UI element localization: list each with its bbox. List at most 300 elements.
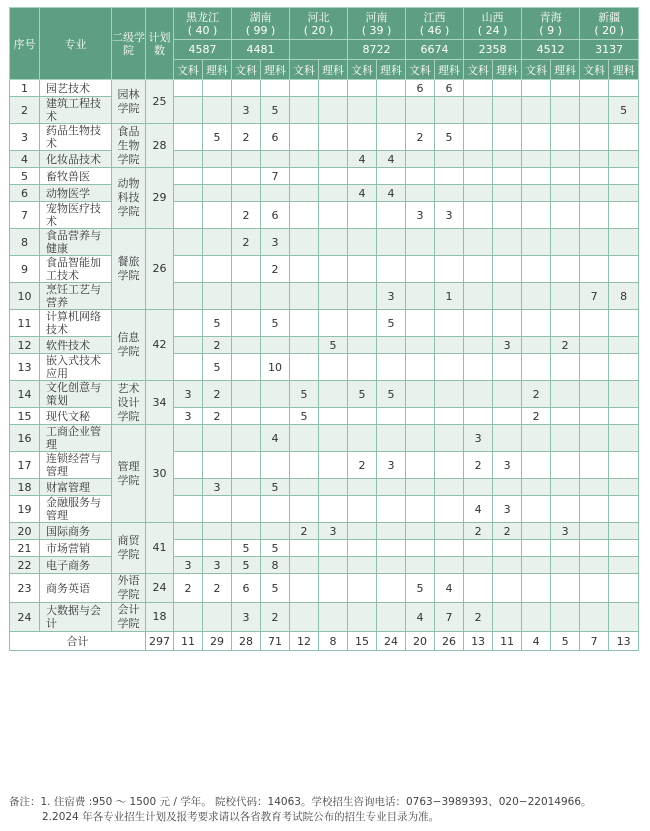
quota-cell	[232, 80, 261, 97]
quota-cell	[406, 151, 435, 168]
quota-cell	[174, 151, 203, 168]
quota-cell	[551, 310, 580, 337]
college-header: 二级学院	[112, 8, 146, 80]
quota-cell	[174, 425, 203, 452]
quota-cell	[174, 603, 203, 632]
quota-cell	[203, 229, 232, 256]
quota-cell	[464, 337, 493, 354]
quota-cell	[551, 452, 580, 479]
quota-cell: 7	[435, 603, 464, 632]
row-seq: 24	[10, 603, 40, 632]
quota-cell	[435, 425, 464, 452]
quota-cell	[203, 452, 232, 479]
table-row	[10, 354, 639, 381]
row-seq: 18	[10, 479, 40, 496]
college-cell: 信息学院	[112, 310, 146, 381]
quota-cell	[609, 381, 639, 408]
quota-cell	[551, 229, 580, 256]
quota-cell	[348, 540, 377, 557]
quota-cell	[290, 185, 319, 202]
table-row	[10, 124, 639, 151]
row-seq: 9	[10, 256, 40, 283]
quota-cell	[406, 354, 435, 381]
quota-cell	[609, 425, 639, 452]
quota-cell	[435, 256, 464, 283]
quota-cell: 2	[522, 408, 551, 425]
quota-cell	[609, 452, 639, 479]
science-subheader: 理科	[551, 60, 580, 80]
quota-cell	[464, 151, 493, 168]
quota-cell	[203, 523, 232, 540]
table-row	[10, 337, 639, 354]
quota-cell	[290, 168, 319, 185]
quota-cell	[609, 229, 639, 256]
quota-cell	[377, 256, 406, 283]
quota-cell	[319, 80, 348, 97]
quota-cell	[522, 496, 551, 523]
plan-cell: 30	[146, 425, 174, 523]
quota-cell: 4	[377, 151, 406, 168]
quota-cell	[319, 540, 348, 557]
quota-cell: 4	[377, 185, 406, 202]
quota-cell: 4	[406, 603, 435, 632]
row-seq: 22	[10, 557, 40, 574]
college-cell: 会计学院	[112, 603, 146, 632]
quota-cell	[377, 479, 406, 496]
quota-cell: 8	[261, 557, 290, 574]
quota-cell: 10	[261, 354, 290, 381]
quota-cell: 6	[406, 80, 435, 97]
row-major: 国际商务	[40, 523, 112, 540]
quota-cell: 5	[406, 574, 435, 603]
table-row	[10, 185, 639, 202]
liberal-arts-subheader: 文科	[232, 60, 261, 80]
quota-cell	[522, 97, 551, 124]
quota-cell	[261, 283, 290, 310]
row-seq: 7	[10, 202, 40, 229]
quota-cell	[290, 557, 319, 574]
row-major: 食品营养与健康	[40, 229, 112, 256]
row-seq: 23	[10, 574, 40, 603]
quota-cell	[377, 168, 406, 185]
plan-cell: 34	[146, 381, 174, 425]
quota-cell	[406, 479, 435, 496]
quota-cell	[348, 168, 377, 185]
quota-cell: 2	[464, 603, 493, 632]
quota-cell	[319, 574, 348, 603]
row-major: 烹饪工艺与营养	[40, 283, 112, 310]
table-row	[10, 496, 639, 523]
quota-cell: 2	[290, 523, 319, 540]
plan-cell: 29	[146, 168, 174, 229]
quota-cell	[203, 256, 232, 283]
quota-cell	[522, 354, 551, 381]
quota-cell	[609, 523, 639, 540]
quota-cell	[203, 425, 232, 452]
quota-cell	[609, 337, 639, 354]
quota-cell	[551, 540, 580, 557]
quota-cell	[377, 124, 406, 151]
quota-cell	[580, 523, 609, 540]
province-header-heilongjiang: 黑龙江 ( 40 )	[174, 8, 232, 40]
quota-cell	[522, 185, 551, 202]
quota-cell	[290, 256, 319, 283]
quota-cell	[551, 381, 580, 408]
quota-cell: 6	[261, 124, 290, 151]
quota-cell: 3	[493, 337, 522, 354]
quota-cell	[232, 337, 261, 354]
row-major: 计算机网络技术	[40, 310, 112, 337]
table-row	[10, 425, 639, 452]
quota-cell: 5	[377, 381, 406, 408]
quota-cell	[580, 540, 609, 557]
quota-cell: 5	[435, 124, 464, 151]
quota-cell	[551, 408, 580, 425]
footnotes	[9, 795, 592, 825]
quota-cell	[203, 603, 232, 632]
quota-cell	[522, 256, 551, 283]
quota-cell: 8	[609, 283, 639, 310]
quota-cell	[203, 97, 232, 124]
plan-cell: 24	[146, 574, 174, 603]
quota-cell	[319, 202, 348, 229]
table-row	[10, 97, 639, 124]
quota-cell: 5	[377, 310, 406, 337]
quota-cell	[551, 256, 580, 283]
quota-cell	[406, 97, 435, 124]
quota-cell: 3	[203, 479, 232, 496]
quota-cell	[435, 185, 464, 202]
quota-cell	[580, 574, 609, 603]
row-major: 宠物医疗技术	[40, 202, 112, 229]
quota-cell	[261, 185, 290, 202]
total-quota-cell: 13	[464, 632, 493, 651]
row-major: 工商企业管理	[40, 425, 112, 452]
quota-cell	[493, 310, 522, 337]
row-major: 商务英语	[40, 574, 112, 603]
quota-cell	[319, 185, 348, 202]
quota-cell	[406, 557, 435, 574]
quota-cell: 7	[261, 168, 290, 185]
quota-cell	[464, 185, 493, 202]
row-major: 园艺技术	[40, 80, 112, 97]
college-cell: 外语学院	[112, 574, 146, 603]
quota-cell: 3	[377, 452, 406, 479]
quota-cell	[232, 256, 261, 283]
quota-cell	[319, 310, 348, 337]
quota-cell	[522, 151, 551, 168]
liberal-arts-subheader: 文科	[522, 60, 551, 80]
quota-cell	[377, 337, 406, 354]
quota-cell	[377, 540, 406, 557]
quota-cell	[348, 229, 377, 256]
science-subheader: 理科	[435, 60, 464, 80]
quota-cell: 2	[203, 408, 232, 425]
quota-cell	[493, 124, 522, 151]
quota-cell	[609, 80, 639, 97]
science-subheader: 理科	[609, 60, 639, 80]
quota-cell	[377, 603, 406, 632]
total-quota-cell: 15	[348, 632, 377, 651]
liberal-arts-subheader: 文科	[174, 60, 203, 80]
quota-cell	[232, 452, 261, 479]
quota-cell	[348, 496, 377, 523]
quota-cell: 2	[261, 603, 290, 632]
liberal-arts-subheader: 文科	[464, 60, 493, 80]
quota-cell	[174, 479, 203, 496]
quota-cell	[174, 496, 203, 523]
row-major: 电子商务	[40, 557, 112, 574]
quota-cell	[174, 540, 203, 557]
quota-cell	[232, 425, 261, 452]
quota-cell	[406, 337, 435, 354]
quota-cell	[522, 80, 551, 97]
college-cell: 管理学院	[112, 425, 146, 523]
quota-cell	[580, 97, 609, 124]
table-row	[10, 381, 639, 408]
quota-cell: 2	[203, 337, 232, 354]
quota-cell	[609, 310, 639, 337]
quota-cell	[435, 408, 464, 425]
quota-cell	[609, 574, 639, 603]
quota-cell	[406, 229, 435, 256]
quota-cell	[232, 151, 261, 168]
quota-cell	[580, 80, 609, 97]
quota-cell: 5	[261, 479, 290, 496]
quota-cell	[580, 124, 609, 151]
quota-cell	[406, 185, 435, 202]
quota-cell	[290, 337, 319, 354]
quota-cell	[174, 168, 203, 185]
total-quota-cell: 28	[232, 632, 261, 651]
quota-cell	[493, 540, 522, 557]
quota-cell	[609, 603, 639, 632]
table-header	[10, 8, 639, 80]
quota-cell	[203, 80, 232, 97]
quota-cell	[174, 124, 203, 151]
quota-cell	[464, 124, 493, 151]
quota-cell: 2	[232, 202, 261, 229]
quota-cell	[551, 479, 580, 496]
quota-cell	[319, 151, 348, 168]
quota-cell: 2	[232, 124, 261, 151]
quota-cell	[319, 496, 348, 523]
quota-cell	[348, 256, 377, 283]
college-cell: 商贸学院	[112, 523, 146, 574]
total-quota-cell: 11	[174, 632, 203, 651]
quota-cell: 6	[435, 80, 464, 97]
quota-cell	[232, 523, 261, 540]
row-seq: 5	[10, 168, 40, 185]
quota-cell	[522, 452, 551, 479]
quota-cell	[348, 124, 377, 151]
quota-cell: 5	[203, 354, 232, 381]
quota-cell	[290, 574, 319, 603]
quota-cell	[580, 408, 609, 425]
row-seq: 19	[10, 496, 40, 523]
quota-cell	[319, 603, 348, 632]
quota-cell	[435, 452, 464, 479]
quota-cell: 2	[203, 574, 232, 603]
total-quota-cell: 12	[290, 632, 319, 651]
quota-cell: 2	[493, 523, 522, 540]
quota-cell	[290, 425, 319, 452]
table-row	[10, 283, 639, 310]
quota-cell	[551, 425, 580, 452]
quota-cell	[319, 229, 348, 256]
quota-cell	[580, 185, 609, 202]
quota-cell	[464, 310, 493, 337]
quota-cell: 3	[377, 283, 406, 310]
science-subheader: 理科	[319, 60, 348, 80]
total-quota-cell: 71	[261, 632, 290, 651]
quota-cell	[551, 80, 580, 97]
quota-cell	[464, 540, 493, 557]
quota-cell	[580, 354, 609, 381]
quota-cell	[319, 283, 348, 310]
quota-cell: 4	[348, 151, 377, 168]
science-subheader: 理科	[377, 60, 406, 80]
province-score-shanxi: 2358	[464, 40, 522, 60]
quota-cell	[261, 452, 290, 479]
quota-cell	[551, 496, 580, 523]
quota-cell: 5	[609, 97, 639, 124]
row-major: 建筑工程技术	[40, 97, 112, 124]
quota-cell	[580, 496, 609, 523]
quota-cell	[377, 425, 406, 452]
quota-cell	[493, 425, 522, 452]
quota-cell	[464, 574, 493, 603]
table-row	[10, 256, 639, 283]
total-label: 合计	[10, 632, 146, 651]
row-major: 药品生物技术	[40, 124, 112, 151]
row-major: 财富管理	[40, 479, 112, 496]
quota-cell	[609, 557, 639, 574]
quota-cell	[464, 168, 493, 185]
quota-cell	[551, 185, 580, 202]
quota-cell	[290, 452, 319, 479]
quota-cell	[319, 381, 348, 408]
quota-cell	[551, 202, 580, 229]
quota-cell	[232, 185, 261, 202]
total-quota-cell: 26	[435, 632, 464, 651]
total-quota-cell: 24	[377, 632, 406, 651]
table-row	[10, 168, 639, 185]
quota-cell	[522, 202, 551, 229]
table-body	[10, 80, 639, 651]
quota-cell	[580, 337, 609, 354]
quota-cell	[319, 354, 348, 381]
college-cell: 食品生物学院	[112, 124, 146, 168]
quota-cell	[348, 479, 377, 496]
province-score-henan: 8722	[348, 40, 406, 60]
total-quota-cell: 20	[406, 632, 435, 651]
quota-cell	[406, 523, 435, 540]
quota-cell	[435, 479, 464, 496]
quota-cell	[493, 80, 522, 97]
row-seq: 16	[10, 425, 40, 452]
quota-cell	[319, 408, 348, 425]
table-row	[10, 540, 639, 557]
plan-cell: 26	[146, 229, 174, 310]
quota-cell	[174, 354, 203, 381]
quota-cell	[493, 151, 522, 168]
quota-cell	[348, 310, 377, 337]
quota-cell: 3	[551, 523, 580, 540]
table-row	[10, 151, 639, 168]
quota-cell	[580, 229, 609, 256]
quota-cell	[174, 310, 203, 337]
quota-cell	[290, 496, 319, 523]
row-major: 食品智能加工技术	[40, 256, 112, 283]
quota-cell: 2	[464, 523, 493, 540]
college-cell: 园林学院	[112, 80, 146, 124]
quota-cell	[319, 124, 348, 151]
quota-cell	[377, 574, 406, 603]
province-header-shanxi: 山西 ( 24 )	[464, 8, 522, 40]
quota-cell	[464, 381, 493, 408]
quota-cell	[493, 256, 522, 283]
quota-cell	[406, 283, 435, 310]
row-seq: 14	[10, 381, 40, 408]
quota-cell	[348, 80, 377, 97]
quota-cell	[290, 124, 319, 151]
quota-cell	[377, 557, 406, 574]
enrollment-plan-table-container	[9, 7, 639, 651]
quota-cell	[493, 97, 522, 124]
quota-cell	[435, 97, 464, 124]
row-seq: 20	[10, 523, 40, 540]
total-quota-cell: 5	[551, 632, 580, 651]
quota-cell	[464, 408, 493, 425]
row-major: 连锁经营与管理	[40, 452, 112, 479]
quota-cell	[522, 337, 551, 354]
quota-cell	[522, 124, 551, 151]
quota-cell	[493, 185, 522, 202]
province-header-hebei: 河北 ( 20 )	[290, 8, 348, 40]
quota-cell	[551, 574, 580, 603]
quota-cell: 6	[261, 202, 290, 229]
quota-cell	[377, 354, 406, 381]
quota-cell	[522, 523, 551, 540]
quota-cell	[580, 310, 609, 337]
row-major: 金融服务与管理	[40, 496, 112, 523]
quota-cell	[493, 168, 522, 185]
quota-cell: 2	[203, 381, 232, 408]
quota-cell: 3	[435, 202, 464, 229]
quota-cell: 2	[406, 124, 435, 151]
quota-cell	[435, 523, 464, 540]
quota-cell	[261, 381, 290, 408]
quota-cell	[493, 479, 522, 496]
quota-cell	[464, 557, 493, 574]
quota-cell: 3	[406, 202, 435, 229]
quota-cell	[551, 283, 580, 310]
quota-cell	[290, 310, 319, 337]
row-seq: 12	[10, 337, 40, 354]
table-row	[10, 523, 639, 540]
total-quota-cell: 7	[580, 632, 609, 651]
quota-cell: 4	[464, 496, 493, 523]
row-seq: 2	[10, 97, 40, 124]
quota-cell	[580, 425, 609, 452]
plan-cell: 25	[146, 80, 174, 124]
quota-cell	[290, 202, 319, 229]
quota-cell: 2	[261, 256, 290, 283]
liberal-arts-subheader: 文科	[580, 60, 609, 80]
row-seq: 6	[10, 185, 40, 202]
quota-cell	[174, 452, 203, 479]
